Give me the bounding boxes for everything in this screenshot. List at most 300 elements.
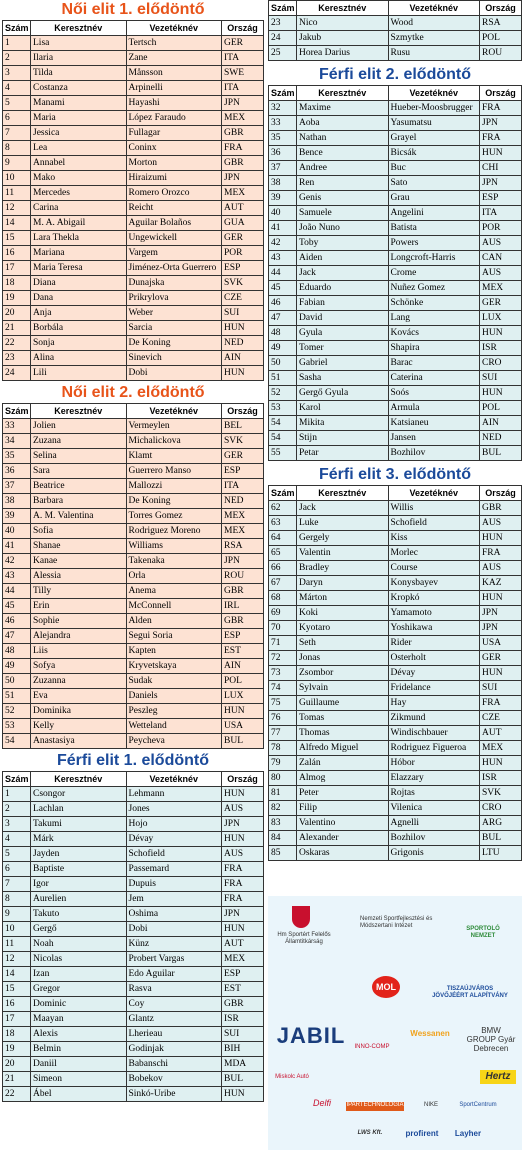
cell-first-name: Simeon xyxy=(31,1072,127,1087)
cell-last-name: Coninx xyxy=(126,141,222,156)
table-row xyxy=(269,501,522,516)
cell-last-name: Passemard xyxy=(126,862,222,877)
cell-first-name: Zalán xyxy=(297,756,389,771)
table-row xyxy=(269,711,522,726)
table-row xyxy=(3,336,264,351)
cell-num: 47 xyxy=(269,311,297,326)
cell-first-name: Gregor xyxy=(31,982,127,997)
table-row xyxy=(269,356,522,371)
table-row xyxy=(3,952,264,967)
table-row xyxy=(269,756,522,771)
table-row xyxy=(3,674,264,689)
cell-num: 10 xyxy=(3,922,31,937)
cell-first-name: Nicolas xyxy=(31,952,127,967)
cell-first-name: Csongor xyxy=(31,787,127,802)
cell-first-name: Lisa xyxy=(31,36,127,51)
cell-country: SWE xyxy=(222,66,264,81)
cell-num: 14 xyxy=(3,967,31,982)
cell-num: 16 xyxy=(3,246,31,261)
cell-last-name: Zane xyxy=(126,51,222,66)
table-row xyxy=(269,281,522,296)
table-row xyxy=(3,1012,264,1027)
cell-country: HUN xyxy=(222,366,264,381)
cell-country: HUN xyxy=(480,591,522,606)
cell-country: JPN xyxy=(222,96,264,111)
cell-last-name: Zikmund xyxy=(388,711,480,726)
header-last-name: Vezetéknév xyxy=(126,21,222,36)
table-header-row xyxy=(3,772,264,787)
table-row xyxy=(3,907,264,922)
participants-table xyxy=(2,20,264,381)
cell-last-name: Sinkó-Uribe xyxy=(126,1087,222,1102)
cell-last-name: Kovács xyxy=(388,326,480,341)
cell-last-name: Reicht xyxy=(126,201,222,216)
table-row xyxy=(3,246,264,261)
cell-last-name: Crome xyxy=(388,266,480,281)
cell-last-name: Babanschi xyxy=(126,1057,222,1072)
cell-first-name: Jolien xyxy=(31,419,127,434)
cell-first-name: Andree xyxy=(297,161,389,176)
right-column xyxy=(268,0,522,861)
cell-last-name: Soós xyxy=(388,386,480,401)
table-row xyxy=(3,719,264,734)
cell-last-name: Orla xyxy=(126,569,222,584)
table-row xyxy=(3,509,264,524)
cell-country: HUN xyxy=(222,1087,264,1102)
cell-last-name: Sarcia xyxy=(126,321,222,336)
header-num: Szám xyxy=(3,404,31,419)
cell-last-name: Kapten xyxy=(126,644,222,659)
sponsor-logo: IPARTECHNOLÓGIA xyxy=(346,1102,404,1111)
header-country: Ország xyxy=(222,404,264,419)
table-row xyxy=(3,36,264,51)
cell-first-name: Thomas xyxy=(297,726,389,741)
cell-num: 6 xyxy=(3,111,31,126)
cell-last-name: Michalickova xyxy=(126,434,222,449)
cell-last-name: Morlec xyxy=(388,546,480,561)
sponsor-logo: Miskolc Autó xyxy=(275,1074,309,1080)
cell-last-name: Elazzary xyxy=(388,771,480,786)
cell-first-name: Horea Darius xyxy=(297,46,389,61)
table-row xyxy=(3,464,264,479)
cell-country: POR xyxy=(222,246,264,261)
cell-num: 2 xyxy=(3,802,31,817)
table-row xyxy=(269,846,522,861)
cell-country: LTU xyxy=(480,846,522,861)
cell-country: SVK xyxy=(222,276,264,291)
cell-country: JPN xyxy=(222,817,264,832)
table-row xyxy=(269,726,522,741)
cell-country: ROU xyxy=(222,569,264,584)
cell-country: SUI xyxy=(222,306,264,321)
cell-country: POL xyxy=(480,31,522,46)
cell-num: 20 xyxy=(3,1057,31,1072)
cell-last-name: Szmytke xyxy=(388,31,480,46)
cell-first-name: Lachlan xyxy=(31,802,127,817)
table-row xyxy=(3,554,264,569)
table-row xyxy=(269,431,522,446)
table-row xyxy=(3,982,264,997)
cell-last-name: De Koning xyxy=(126,494,222,509)
table-row xyxy=(3,802,264,817)
table-row xyxy=(269,696,522,711)
cell-country: MEX xyxy=(222,509,264,524)
table-row xyxy=(3,351,264,366)
table-row xyxy=(269,771,522,786)
cell-num: 80 xyxy=(269,771,297,786)
cell-num: 54 xyxy=(269,416,297,431)
cell-first-name: Ilaria xyxy=(31,51,127,66)
table-row xyxy=(3,494,264,509)
cell-num: 40 xyxy=(269,206,297,221)
cell-last-name: Hayashi xyxy=(126,96,222,111)
cell-country: RSA xyxy=(480,16,522,31)
cell-num: 3 xyxy=(3,66,31,81)
cell-country: AIN xyxy=(222,659,264,674)
cell-num: 17 xyxy=(3,261,31,276)
cell-country: AIN xyxy=(480,416,522,431)
cell-num: 36 xyxy=(269,146,297,161)
cell-num: 15 xyxy=(3,982,31,997)
cell-last-name: Rodriguez Moreno xyxy=(126,524,222,539)
table-row xyxy=(269,266,522,281)
cell-num: 79 xyxy=(269,756,297,771)
cell-last-name: Hóbor xyxy=(388,756,480,771)
cell-country: SUI xyxy=(480,371,522,386)
table-row xyxy=(3,306,264,321)
cell-country: EST xyxy=(222,982,264,997)
cell-num: 70 xyxy=(269,621,297,636)
cell-num: 72 xyxy=(269,651,297,666)
cell-last-name: Vermeylen xyxy=(126,419,222,434)
cell-first-name: Alexis xyxy=(31,1027,127,1042)
table-row xyxy=(269,251,522,266)
table-row xyxy=(3,81,264,96)
cell-last-name: Guerrero Manso xyxy=(126,464,222,479)
cell-num: 17 xyxy=(3,1012,31,1027)
cell-num: 4 xyxy=(3,832,31,847)
table-row xyxy=(269,621,522,636)
cell-num: 46 xyxy=(269,296,297,311)
cell-country: FRA xyxy=(222,141,264,156)
cell-first-name: Takumi xyxy=(31,817,127,832)
table-row xyxy=(3,997,264,1012)
cell-first-name: A. M. Valentina xyxy=(31,509,127,524)
cell-country: GUA xyxy=(222,216,264,231)
cell-num: 33 xyxy=(269,116,297,131)
cell-first-name: Manami xyxy=(31,96,127,111)
cell-country: FRA xyxy=(222,877,264,892)
table-row xyxy=(3,201,264,216)
cell-num: 21 xyxy=(3,321,31,336)
cell-last-name: Sinevich xyxy=(126,351,222,366)
cell-country: SUI xyxy=(480,681,522,696)
cell-country: HUN xyxy=(222,321,264,336)
cell-last-name: Armula xyxy=(388,401,480,416)
cell-num: 2 xyxy=(3,51,31,66)
table-row xyxy=(3,569,264,584)
section-title: Női elit 2. elődöntő xyxy=(61,384,205,401)
cell-first-name: Alessia xyxy=(31,569,127,584)
header-last-name: Vezetéknév xyxy=(126,772,222,787)
cell-country: ESP xyxy=(222,464,264,479)
cell-last-name: López Faraudo xyxy=(126,111,222,126)
cell-first-name: Gergő xyxy=(31,922,127,937)
cell-first-name: Dominika xyxy=(31,704,127,719)
cell-country: HUN xyxy=(480,326,522,341)
cell-last-name: Katsianeu xyxy=(388,416,480,431)
cell-first-name: Mercedes xyxy=(31,186,127,201)
header-last-name: Vezetéknév xyxy=(126,404,222,419)
cell-last-name: Agnelli xyxy=(388,816,480,831)
cell-first-name: Peter xyxy=(297,786,389,801)
cell-first-name: Sara xyxy=(31,464,127,479)
cell-first-name: Shanae xyxy=(31,539,127,554)
cell-num: 23 xyxy=(3,351,31,366)
cell-country: MEX xyxy=(222,524,264,539)
cell-last-name: Dupuis xyxy=(126,877,222,892)
table-row xyxy=(3,1027,264,1042)
cell-num: 22 xyxy=(3,1087,31,1102)
participants-table xyxy=(2,403,264,749)
cell-first-name: Lea xyxy=(31,141,127,156)
table-row xyxy=(269,591,522,606)
cell-country: ITA xyxy=(222,51,264,66)
header-last-name: Vezetéknév xyxy=(388,1,480,16)
cell-first-name: Márk xyxy=(31,832,127,847)
cell-num: 48 xyxy=(269,326,297,341)
cell-last-name: Peycheva xyxy=(126,734,222,749)
cell-num: 47 xyxy=(3,629,31,644)
cell-first-name: Aurelien xyxy=(31,892,127,907)
cell-last-name: Schofield xyxy=(388,516,480,531)
table-row xyxy=(3,186,264,201)
cell-last-name: Weber xyxy=(126,306,222,321)
cell-first-name: Carina xyxy=(31,201,127,216)
cell-last-name: Aguilar Bolaños xyxy=(126,216,222,231)
cell-first-name: Almog xyxy=(297,771,389,786)
cell-num: 15 xyxy=(3,231,31,246)
cell-num: 39 xyxy=(269,191,297,206)
section-women-2 xyxy=(2,383,264,749)
cell-country: HUN xyxy=(222,787,264,802)
table-header-row xyxy=(3,21,264,36)
header-first-name: Keresztnév xyxy=(297,1,389,16)
table-row xyxy=(3,231,264,246)
header-country: Ország xyxy=(480,486,522,501)
cell-first-name: M. A. Abigail xyxy=(31,216,127,231)
table-row xyxy=(3,141,264,156)
cell-last-name: Schofield xyxy=(126,847,222,862)
cell-first-name: Luke xyxy=(297,516,389,531)
table-row xyxy=(269,401,522,416)
table-row xyxy=(3,434,264,449)
sponsor-logo: JABIL xyxy=(276,1023,346,1048)
cell-last-name: Bozhilov xyxy=(388,831,480,846)
cell-last-name: Morton xyxy=(126,156,222,171)
table-row xyxy=(269,191,522,206)
table-row xyxy=(3,261,264,276)
cell-last-name: Jem xyxy=(126,892,222,907)
cell-country: GER xyxy=(222,449,264,464)
cell-last-name: Grigonis xyxy=(388,846,480,861)
table-row xyxy=(3,659,264,674)
cell-country: SVK xyxy=(222,434,264,449)
cell-first-name: Márton xyxy=(297,591,389,606)
cell-first-name: Belmin xyxy=(31,1042,127,1057)
cell-country: AUT xyxy=(480,726,522,741)
cell-country: FRA xyxy=(222,892,264,907)
table-row xyxy=(3,126,264,141)
cell-num: 45 xyxy=(269,281,297,296)
section-women-1 xyxy=(2,0,264,381)
cell-num: 11 xyxy=(3,186,31,201)
cell-first-name: Zuzana xyxy=(31,434,127,449)
header-country: Ország xyxy=(480,1,522,16)
cell-num: 51 xyxy=(3,689,31,704)
table-row xyxy=(3,216,264,231)
cell-last-name: Lherieau xyxy=(126,1027,222,1042)
cell-first-name: Igor xyxy=(31,877,127,892)
cell-num: 35 xyxy=(269,131,297,146)
cell-country: LUX xyxy=(222,689,264,704)
cell-first-name: Tilly xyxy=(31,584,127,599)
cell-last-name: Konysbayev xyxy=(388,576,480,591)
cell-first-name: Seth xyxy=(297,636,389,651)
cell-country: GER xyxy=(222,231,264,246)
cell-last-name: Kropkó xyxy=(388,591,480,606)
cell-last-name: Alden xyxy=(126,614,222,629)
cell-first-name: Lili xyxy=(31,366,127,381)
cell-last-name: Vargem xyxy=(126,246,222,261)
cell-first-name: Jayden xyxy=(31,847,127,862)
cell-num: 49 xyxy=(3,659,31,674)
participants-table xyxy=(268,485,522,861)
cell-first-name: Karol xyxy=(297,401,389,416)
cell-num: 44 xyxy=(269,266,297,281)
header-last-name: Vezetéknév xyxy=(388,86,480,101)
table-row xyxy=(3,937,264,952)
table-row xyxy=(269,576,522,591)
table-row xyxy=(269,386,522,401)
cell-first-name: Bence xyxy=(297,146,389,161)
cell-last-name: Månsson xyxy=(126,66,222,81)
sponsor-logo: Hertz xyxy=(480,1070,516,1084)
cell-last-name: Segui Soria xyxy=(126,629,222,644)
cell-first-name: Sonja xyxy=(31,336,127,351)
cell-country: AUS xyxy=(222,802,264,817)
cell-num: 9 xyxy=(3,907,31,922)
cell-first-name: Aiden xyxy=(297,251,389,266)
cell-last-name: Willis xyxy=(388,501,480,516)
cell-num: 8 xyxy=(3,892,31,907)
table-row xyxy=(269,681,522,696)
cell-num: 78 xyxy=(269,741,297,756)
cell-num: 24 xyxy=(3,366,31,381)
cell-first-name: Eduardo xyxy=(297,281,389,296)
cell-country: AUS xyxy=(480,561,522,576)
table-row xyxy=(3,156,264,171)
cell-first-name: Filip xyxy=(297,801,389,816)
cell-country: GBR xyxy=(222,156,264,171)
cell-first-name: Samuele xyxy=(297,206,389,221)
cell-country: BUL xyxy=(222,734,264,749)
header-last-name: Vezetéknév xyxy=(388,486,480,501)
cell-country: ISR xyxy=(480,771,522,786)
table-row xyxy=(3,689,264,704)
cell-country: AUS xyxy=(222,847,264,862)
cell-country: HUN xyxy=(480,756,522,771)
cell-first-name: Bradley xyxy=(297,561,389,576)
table-row xyxy=(3,892,264,907)
cell-country: ITA xyxy=(222,81,264,96)
cell-num: 20 xyxy=(3,306,31,321)
cell-first-name: Toby xyxy=(297,236,389,251)
cell-num: 11 xyxy=(3,937,31,952)
cell-country: FRA xyxy=(480,101,522,116)
cell-last-name: Shapira xyxy=(388,341,480,356)
cell-last-name: Wood xyxy=(388,16,480,31)
cell-country: JPN xyxy=(222,554,264,569)
cell-country: GER xyxy=(222,36,264,51)
cell-num: 32 xyxy=(269,101,297,116)
cell-num: 14 xyxy=(3,216,31,231)
cell-first-name: Erin xyxy=(31,599,127,614)
cell-last-name: Peszleg xyxy=(126,704,222,719)
table-row xyxy=(269,546,522,561)
cell-num: 21 xyxy=(3,1072,31,1087)
cell-num: 85 xyxy=(269,846,297,861)
cell-first-name: Alina xyxy=(31,351,127,366)
cell-first-name: David xyxy=(297,311,389,326)
cell-first-name: Lara Thekla xyxy=(31,231,127,246)
cell-first-name: Nico xyxy=(297,16,389,31)
cell-last-name: Rojtas xyxy=(388,786,480,801)
cell-num: 38 xyxy=(269,176,297,191)
cell-num: 63 xyxy=(269,516,297,531)
cell-first-name: Valentin xyxy=(297,546,389,561)
cell-num: 52 xyxy=(3,704,31,719)
table-row xyxy=(269,416,522,431)
cell-last-name: Angelini xyxy=(388,206,480,221)
section-title: Női elit 1. elődöntő xyxy=(61,1,205,18)
cell-num: 22 xyxy=(3,336,31,351)
cell-country: AIN xyxy=(222,351,264,366)
sponsor-logo: Delfi xyxy=(312,1098,331,1108)
cell-country: JPN xyxy=(222,171,264,186)
cell-country: JPN xyxy=(480,621,522,636)
cell-last-name: Grayel xyxy=(388,131,480,146)
cell-first-name: Maayan xyxy=(31,1012,127,1027)
sponsor-logo: profirent xyxy=(405,1129,439,1138)
table-row xyxy=(3,599,264,614)
cell-num: 55 xyxy=(269,446,297,461)
header-first-name: Keresztnév xyxy=(31,21,127,36)
sponsor-logo: Wessanen xyxy=(410,1029,450,1038)
cell-first-name: Ábel xyxy=(31,1087,127,1102)
cell-country: USA xyxy=(480,636,522,651)
table-row xyxy=(269,606,522,621)
cell-first-name: Sylvain xyxy=(297,681,389,696)
cell-last-name: Bobekov xyxy=(126,1072,222,1087)
cell-num: 49 xyxy=(269,341,297,356)
cell-num: 50 xyxy=(3,674,31,689)
cell-country: FRA xyxy=(480,131,522,146)
cell-country: GER xyxy=(480,651,522,666)
cell-country: ISR xyxy=(480,341,522,356)
cell-first-name: Jack xyxy=(297,501,389,516)
cell-num: 54 xyxy=(3,734,31,749)
